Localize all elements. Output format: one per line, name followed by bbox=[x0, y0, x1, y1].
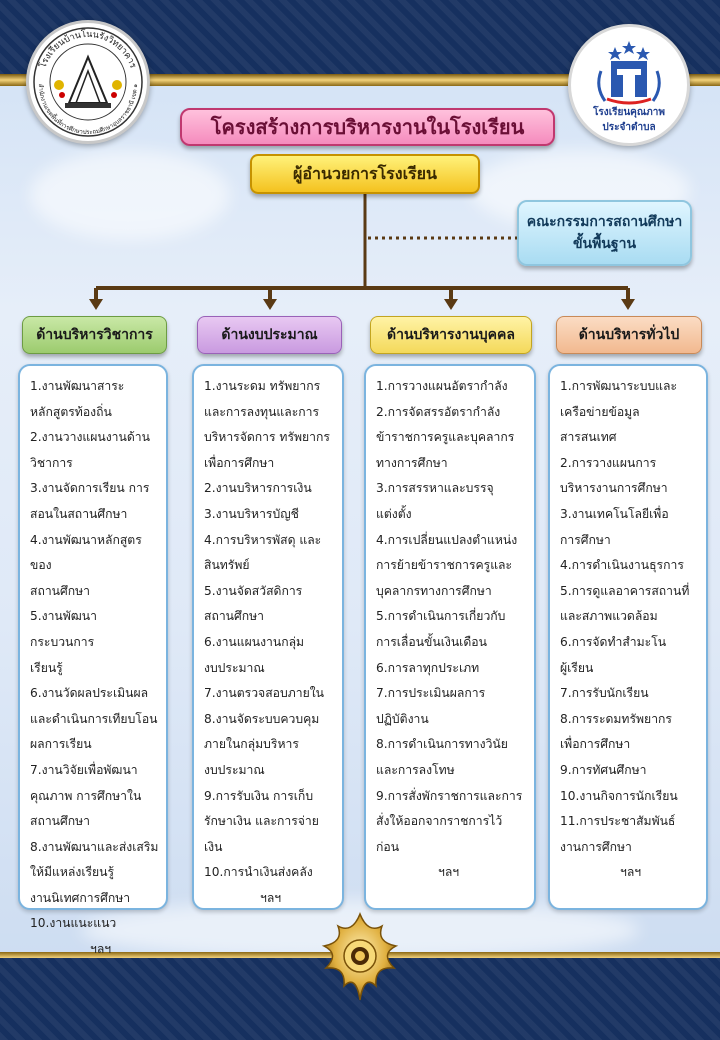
list-item: ทางการศึกษา bbox=[376, 455, 448, 470]
list-item: 3.งานจัดการเรียน การ bbox=[30, 481, 150, 496]
list-item: ก่อน bbox=[376, 839, 400, 854]
list-item: 4.การดำเนินงานธุรการ bbox=[560, 558, 684, 573]
list-item: การศึกษา bbox=[560, 532, 611, 547]
dept-personnel-header: ด้านบริหารงานบุคคล bbox=[370, 316, 532, 354]
list-item: บริหารงานการศึกษา bbox=[560, 481, 668, 496]
list-item: 6.การลาทุกประเภท bbox=[376, 660, 480, 675]
list-item: แต่งตั้ง bbox=[376, 506, 412, 521]
dept-budget-header: ด้านงบประมาณ bbox=[197, 316, 342, 354]
list-item: 5.งานจัดสวัสดิการ bbox=[204, 583, 303, 598]
list-item: บุคลากรทางการศึกษา bbox=[376, 583, 492, 598]
page-title: โครงสร้างการบริหารงานในโรงเรียน bbox=[180, 108, 555, 146]
etc-marker: ฯลฯ bbox=[620, 865, 642, 880]
list-item: สอนในสถานศึกษา bbox=[30, 506, 128, 521]
list-item: และการลงทุนและการ bbox=[204, 404, 320, 419]
list-item: 5.การดำเนินการเกี่ยวกับ bbox=[376, 609, 506, 624]
list-item: สถานศึกษา bbox=[204, 609, 264, 624]
dept-academic-list bbox=[18, 364, 168, 957]
gold-flower-ornament-icon bbox=[310, 910, 410, 1010]
school-office-text: สำนักงานเขตพื้นที่การศึกษาประถมศึกษาอุบลราชธานี เขต ๑ bbox=[36, 83, 140, 136]
subdistrict-label: ประจำตำบล bbox=[602, 122, 656, 133]
list-item: เครือข่ายข้อมูล bbox=[560, 404, 640, 419]
list-item: คุณภาพ การศึกษาใน bbox=[30, 788, 142, 803]
dept-academic-header: ด้านบริหารวิชาการ bbox=[22, 316, 167, 354]
list-item: และสภาพแวดล้อม bbox=[560, 609, 658, 624]
committee-node bbox=[517, 200, 692, 266]
list-item: และดำเนินการเทียบโอน bbox=[30, 711, 158, 726]
list-item: 5.งานพัฒนากระบวนการ bbox=[30, 609, 97, 649]
list-item: การเลื่อนขั้นเงินเดือน bbox=[376, 634, 487, 649]
list-item: งบประมาณ bbox=[204, 660, 265, 675]
list-item: ผลการเรียน bbox=[30, 737, 92, 752]
list-item: 5.การดูแลอาคารสถานที่ bbox=[560, 583, 690, 598]
list-item: 10.งานแนะแนว bbox=[30, 916, 117, 931]
list-item: 1.การวางแผนอัตรากำลัง bbox=[376, 379, 508, 393]
list-item: สินทรัพย์ bbox=[204, 558, 250, 573]
list-item: บริหารจัดการ ทรัพยากร bbox=[204, 430, 330, 445]
list-item: งานนิเทศการศึกษา bbox=[30, 890, 131, 905]
list-item: 6.งานวัดผลประเมินผล bbox=[30, 686, 149, 701]
list-item: เพื่อการศึกษา bbox=[560, 737, 631, 752]
list-item: 3.งานเทคโนโลยีเพื่อ bbox=[560, 506, 669, 521]
arrow-down-icon bbox=[621, 299, 635, 310]
committee-line1: คณะกรรมการสถานศึกษา bbox=[526, 214, 683, 230]
list-item: ผู้เรียน bbox=[560, 660, 594, 675]
list-item: 7.งานตรวจสอบภายใน bbox=[204, 686, 324, 701]
list-item: 3.งานบริหารบัญชี bbox=[204, 506, 299, 521]
list-item: 8.งานจัดระบบควบคุม bbox=[204, 711, 320, 726]
dept-general-header: ด้านบริหารทั่วไป bbox=[556, 316, 702, 354]
list-item: งบประมาณ bbox=[204, 762, 265, 777]
list-item: 10.งานกิจการนักเรียน bbox=[560, 788, 678, 803]
list-item: 8.การระดมทรัพยากร bbox=[560, 711, 672, 726]
list-item: ให้มีแหล่งเรียนรู้ bbox=[30, 865, 115, 880]
list-item: สั่งให้ออกจากราชการไว้ bbox=[376, 814, 503, 829]
director-node: ผู้อำนวยการโรงเรียน bbox=[250, 154, 480, 194]
committee-line2: ขั้นพื้นฐาน bbox=[572, 236, 637, 252]
list-item: 6.การจัดทำสำมะโน bbox=[560, 634, 667, 649]
list-item: 4.งานพัฒนาหลักสูตรของ bbox=[30, 532, 142, 573]
dept-personnel-list bbox=[364, 364, 536, 910]
list-item: 10.การนำเงินส่งคลัง bbox=[204, 865, 313, 880]
list-item: ข้าราชการครูและบุคลากร bbox=[376, 430, 515, 445]
list-item: 9.การสั่งพักราชการและการ bbox=[376, 788, 523, 803]
list-item: 2.งานวางแผนงานด้าน bbox=[30, 430, 150, 445]
etc-marker: ฯลฯ bbox=[90, 942, 112, 957]
list-item: 8.งานพัฒนาและส่งเสริม bbox=[30, 839, 159, 854]
list-item: 4.การบริหารพัสดุ และ bbox=[204, 532, 322, 547]
list-item: สถานศึกษา bbox=[30, 814, 90, 829]
list-item: 6.งานแผนงานกลุ่ม bbox=[204, 634, 305, 649]
quality-school-label: โรงเรียนคุณภาพ bbox=[593, 107, 665, 118]
list-item: 1.งานพัฒนาสาระ bbox=[30, 379, 125, 393]
dept-general-list bbox=[548, 364, 708, 910]
list-item: 7.การประเมินผลการ bbox=[376, 686, 486, 701]
list-item: 2.การวางแผนการ bbox=[560, 455, 657, 470]
list-item: รักษาเงิน และการจ่ายเงิน bbox=[204, 814, 319, 854]
list-item: 11.การประชาสัมพันธ์ bbox=[560, 814, 676, 829]
arrow-down-icon bbox=[444, 299, 458, 310]
list-item: 3.การสรรหาและบรรจุ bbox=[376, 481, 494, 496]
list-item: 7.การรับนักเรียน bbox=[560, 686, 649, 701]
list-item: เรียนรู้ bbox=[30, 660, 63, 675]
list-item: วิชาการ bbox=[30, 455, 73, 470]
list-item: ปฏิบัติงาน bbox=[376, 711, 429, 726]
list-item: 8.การดำเนินการทางวินัย bbox=[376, 737, 508, 752]
list-item: สารสนเทศ bbox=[560, 430, 617, 445]
etc-marker: ฯลฯ bbox=[260, 890, 282, 905]
school-name-text: โรงเรียนบ้านโนนรังวิทยาคาร bbox=[38, 29, 138, 70]
arrow-down-icon bbox=[89, 299, 103, 310]
list-item: 1.งานระดม ทรัพยากร bbox=[204, 379, 321, 393]
list-item: สถานศึกษา bbox=[30, 583, 90, 598]
list-item: ภายในกลุ่มบริหาร bbox=[204, 737, 299, 752]
list-item: 7.งานวิจัยเพื่อพัฒนา bbox=[30, 762, 138, 777]
list-item: 4.การเปลี่ยนแปลงตำแหน่ง bbox=[376, 532, 518, 547]
list-item: การย้ายข้าราชการครูและ bbox=[376, 558, 513, 573]
list-item: งานการศึกษา bbox=[560, 839, 632, 854]
list-item: 2.การจัดสรรอัตรากำลัง bbox=[376, 404, 501, 419]
list-item: และการลงโทษ bbox=[376, 762, 455, 777]
arrow-down-icon bbox=[263, 299, 277, 310]
list-item: 1.การพัฒนาระบบและ bbox=[560, 379, 678, 393]
list-item: เพื่อการศึกษา bbox=[204, 455, 275, 470]
list-item: 9.การรับเงิน การเก็บ bbox=[204, 788, 314, 803]
list-item: หลักสูตรท้องถิ่น bbox=[30, 404, 112, 419]
list-item: 2.งานบริหารการเงิน bbox=[204, 481, 312, 496]
list-item: 9.การทัศนศึกษา bbox=[560, 762, 647, 777]
dept-budget-list bbox=[192, 364, 344, 910]
etc-marker: ฯลฯ bbox=[438, 865, 460, 880]
